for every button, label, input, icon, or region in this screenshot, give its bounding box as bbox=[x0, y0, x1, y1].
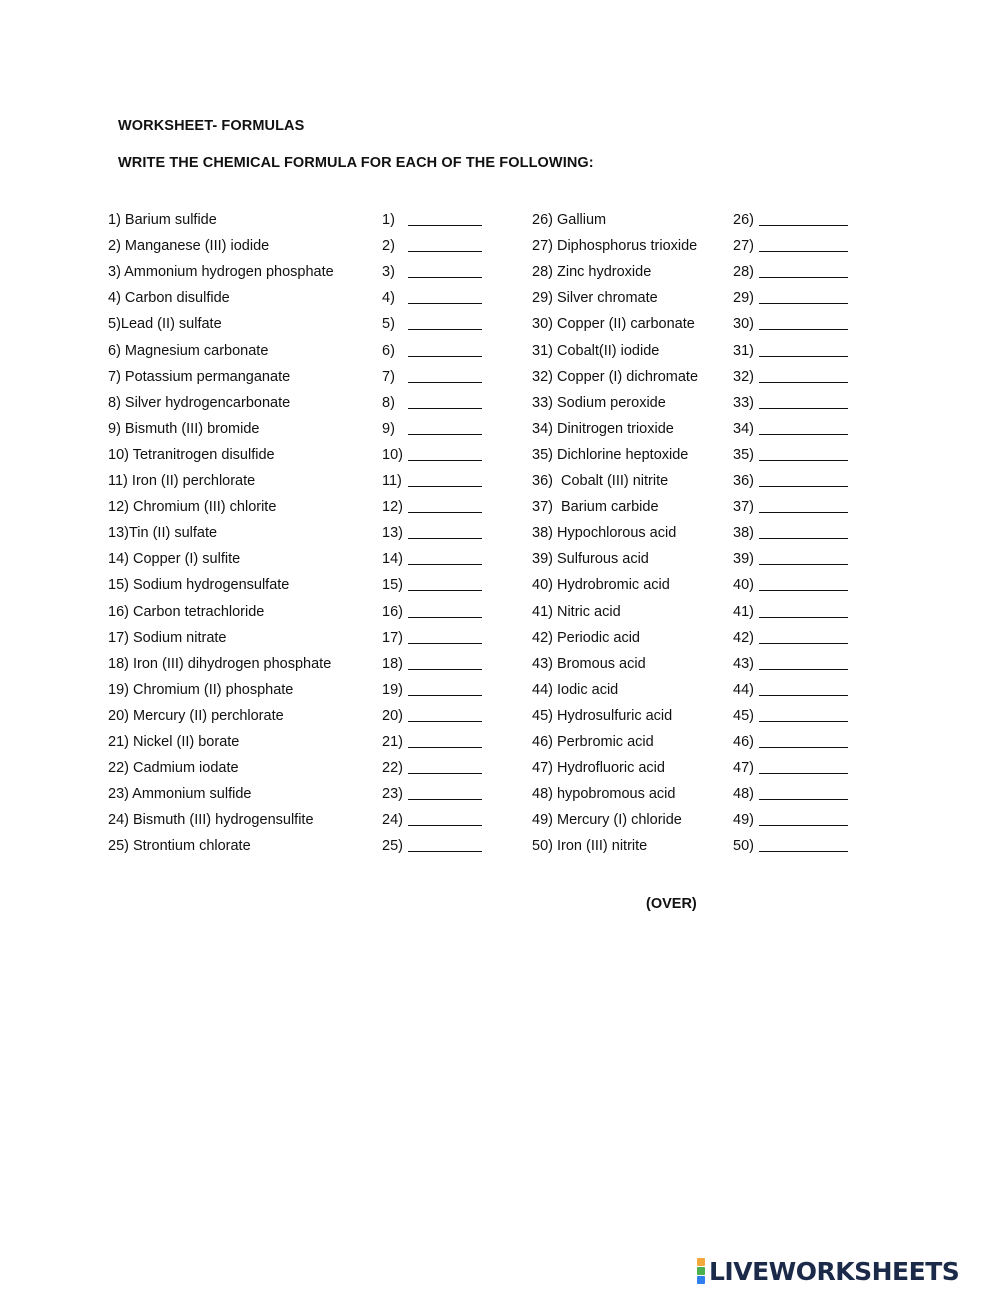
question-row bbox=[532, 392, 872, 414]
question-row bbox=[532, 679, 872, 701]
answer-blank[interactable] bbox=[408, 329, 482, 330]
answer-number: 27) bbox=[733, 238, 754, 255]
worksheet-title: WORKSHEET- FORMULAS bbox=[118, 118, 305, 134]
answer-blank[interactable] bbox=[759, 617, 848, 618]
answer-blank[interactable] bbox=[759, 434, 848, 435]
compound-name: 11) Iron (II) perchlorate bbox=[108, 473, 256, 489]
question-row bbox=[108, 627, 448, 649]
answer-blank[interactable] bbox=[408, 408, 482, 409]
question-row bbox=[532, 809, 872, 831]
answer-blank[interactable] bbox=[408, 434, 482, 435]
compound-name: 22) Cadmium iodate bbox=[108, 760, 239, 777]
answer-number: 6) bbox=[382, 342, 395, 359]
question-row bbox=[108, 835, 448, 857]
answer-blank[interactable] bbox=[759, 277, 848, 278]
question-row bbox=[108, 287, 448, 309]
question-row bbox=[108, 340, 448, 362]
liveworksheets-wordmark: LIVEWORKSHEETS bbox=[709, 1256, 960, 1286]
answer-blank[interactable] bbox=[759, 382, 848, 383]
question-row bbox=[108, 679, 448, 701]
answer-blank[interactable] bbox=[408, 721, 482, 722]
answer-blank[interactable] bbox=[759, 408, 848, 409]
compound-name: 48) hypobromous acid bbox=[532, 786, 676, 803]
answer-number: 22) bbox=[382, 760, 403, 777]
compound-name: 1) Barium sulfide bbox=[108, 212, 217, 228]
compound-name: 9) Bismuth (III) bromide bbox=[108, 420, 260, 437]
answer-number: 29) bbox=[733, 290, 754, 307]
answer-blank[interactable] bbox=[408, 695, 482, 696]
answer-number: 49) bbox=[733, 812, 754, 829]
answer-blank[interactable] bbox=[759, 825, 848, 826]
compound-name: 23) Ammonium sulfide bbox=[108, 786, 252, 803]
compound-name: 42) Periodic acid bbox=[532, 629, 640, 646]
compound-name: 36) Cobalt (III) nitrite bbox=[532, 473, 669, 489]
compound-name: 17) Sodium nitrate bbox=[108, 629, 227, 646]
answer-blank[interactable] bbox=[759, 251, 848, 252]
answer-blank[interactable] bbox=[759, 643, 848, 644]
answer-blank[interactable] bbox=[759, 538, 848, 539]
answer-number: 46) bbox=[733, 734, 754, 750]
answer-number: 32) bbox=[733, 368, 754, 385]
answer-blank[interactable] bbox=[408, 277, 482, 278]
answer-number: 3) bbox=[382, 264, 395, 281]
answer-blank[interactable] bbox=[408, 643, 482, 644]
answer-number: 26) bbox=[733, 212, 754, 228]
answer-number: 4) bbox=[382, 290, 395, 307]
answer-number: 10) bbox=[382, 446, 403, 463]
compound-name: 14) Copper (I) sulfite bbox=[108, 551, 241, 568]
compound-name: 43) Bromous acid bbox=[532, 655, 646, 672]
question-row bbox=[108, 261, 448, 283]
answer-number: 24) bbox=[382, 812, 403, 829]
compound-name: 35) Dichlorine heptoxide bbox=[532, 446, 689, 463]
answer-blank[interactable] bbox=[408, 669, 482, 670]
answer-blank[interactable] bbox=[759, 590, 848, 591]
question-row bbox=[532, 366, 872, 388]
compound-name: 49) Mercury (I) chloride bbox=[532, 812, 682, 829]
compound-name: 7) Potassium permanganate bbox=[108, 368, 291, 385]
question-row bbox=[108, 444, 448, 466]
question-row bbox=[532, 287, 872, 309]
compound-name: 45) Hydrosulfuric acid bbox=[532, 707, 673, 724]
question-row bbox=[108, 653, 448, 675]
compound-name: 34) Dinitrogen trioxide bbox=[532, 420, 674, 437]
answer-blank[interactable] bbox=[759, 225, 848, 226]
question-row bbox=[108, 392, 448, 414]
compound-name: 37) Barium carbide bbox=[532, 499, 659, 516]
answer-number: 5) bbox=[382, 316, 395, 333]
answer-number: 17) bbox=[382, 629, 403, 646]
compound-name: 44) Iodic acid bbox=[532, 681, 619, 698]
answer-blank[interactable] bbox=[408, 486, 482, 487]
compound-name: 16) Carbon tetrachloride bbox=[108, 603, 265, 620]
answer-blank[interactable] bbox=[408, 225, 482, 226]
compound-name: 46) Perbromic acid bbox=[532, 734, 654, 750]
answer-blank[interactable] bbox=[408, 617, 482, 618]
question-row bbox=[532, 731, 872, 753]
liveworksheets-mark-icon bbox=[697, 1258, 705, 1284]
answer-number: 12) bbox=[382, 499, 403, 516]
answer-blank[interactable] bbox=[759, 303, 848, 304]
compound-name: 10) Tetranitrogen disulfide bbox=[108, 446, 275, 463]
question-row bbox=[108, 705, 448, 727]
answer-blank[interactable] bbox=[759, 486, 848, 487]
answer-number: 45) bbox=[733, 707, 754, 724]
answer-blank[interactable] bbox=[759, 356, 848, 357]
compound-name: 41) Nitric acid bbox=[532, 603, 621, 620]
compound-name: 19) Chromium (II) phosphate bbox=[108, 681, 294, 698]
answer-number: 16) bbox=[382, 603, 403, 620]
question-row bbox=[532, 627, 872, 649]
answer-number: 14) bbox=[382, 551, 403, 568]
compound-name: 40) Hydrobromic acid bbox=[532, 577, 670, 594]
question-row bbox=[108, 731, 448, 753]
question-row bbox=[108, 757, 448, 779]
question-row bbox=[532, 522, 872, 544]
compound-name: 26) Gallium bbox=[532, 212, 607, 228]
answer-blank[interactable] bbox=[759, 329, 848, 330]
compound-name: 29) Silver chromate bbox=[532, 290, 658, 307]
answer-number: 7) bbox=[382, 368, 395, 385]
answer-blank[interactable] bbox=[759, 799, 848, 800]
question-row bbox=[108, 574, 448, 596]
answer-blank[interactable] bbox=[408, 851, 482, 852]
answer-number: 37) bbox=[733, 499, 754, 516]
answer-number: 39) bbox=[733, 551, 754, 568]
question-row bbox=[108, 235, 448, 257]
answer-number: 15) bbox=[382, 577, 403, 594]
answer-blank[interactable] bbox=[408, 773, 482, 774]
answer-blank[interactable] bbox=[408, 356, 482, 357]
answer-number: 13) bbox=[382, 525, 403, 542]
compound-name: 6) Magnesium carbonate bbox=[108, 342, 269, 359]
answer-number: 30) bbox=[733, 316, 754, 333]
compound-name: 8) Silver hydrogencarbonate bbox=[108, 394, 291, 411]
answer-blank[interactable] bbox=[759, 669, 848, 670]
compound-name: 50) Iron (III) nitrite bbox=[532, 838, 648, 855]
answer-blank[interactable] bbox=[759, 721, 848, 722]
answer-blank[interactable] bbox=[759, 695, 848, 696]
compound-name: 2) Manganese (III) iodide bbox=[108, 238, 270, 255]
answer-blank[interactable] bbox=[759, 564, 848, 565]
answer-blank[interactable] bbox=[408, 512, 482, 513]
question-row bbox=[532, 209, 872, 231]
answer-number: 48) bbox=[733, 786, 754, 803]
question-row bbox=[108, 522, 448, 544]
question-row bbox=[532, 496, 872, 518]
compound-name: 28) Zinc hydroxide bbox=[532, 264, 652, 281]
question-row bbox=[532, 574, 872, 596]
answer-blank[interactable] bbox=[408, 799, 482, 800]
answer-blank[interactable] bbox=[408, 590, 482, 591]
compound-name: 47) Hydrofluoric acid bbox=[532, 760, 665, 777]
question-row bbox=[532, 261, 872, 283]
answer-blank[interactable] bbox=[759, 773, 848, 774]
compound-name: 38) Hypochlorous acid bbox=[532, 525, 677, 542]
answer-blank[interactable] bbox=[759, 460, 848, 461]
question-row bbox=[532, 548, 872, 570]
question-row bbox=[532, 235, 872, 257]
answer-number: 42) bbox=[733, 629, 754, 646]
question-row bbox=[108, 418, 448, 440]
compound-name: 33) Sodium peroxide bbox=[532, 394, 666, 411]
answer-number: 20) bbox=[382, 707, 403, 724]
question-row bbox=[108, 783, 448, 805]
answer-number: 40) bbox=[733, 577, 754, 594]
compound-name: 27) Diphosphorus trioxide bbox=[532, 238, 698, 255]
question-row bbox=[532, 783, 872, 805]
compound-name: 21) Nickel (II) borate bbox=[108, 734, 240, 750]
answer-number: 28) bbox=[733, 264, 754, 281]
question-row bbox=[108, 496, 448, 518]
answer-number: 36) bbox=[733, 473, 754, 489]
answer-number: 11) bbox=[382, 473, 402, 489]
question-row bbox=[108, 548, 448, 570]
compound-name: 32) Copper (I) dichromate bbox=[532, 368, 699, 385]
answer-number: 8) bbox=[382, 394, 395, 411]
compound-name: 12) Chromium (III) chlorite bbox=[108, 499, 277, 516]
answer-number: 47) bbox=[733, 760, 754, 777]
compound-name: 24) Bismuth (III) hydrogensulfite bbox=[108, 812, 314, 829]
question-row bbox=[532, 835, 872, 857]
answer-number: 23) bbox=[382, 786, 403, 803]
question-row bbox=[108, 809, 448, 831]
answer-blank[interactable] bbox=[408, 538, 482, 539]
answer-number: 19) bbox=[382, 681, 403, 698]
compound-name: 20) Mercury (II) perchlorate bbox=[108, 707, 284, 724]
question-row bbox=[532, 444, 872, 466]
compound-name: 5)Lead (II) sulfate bbox=[108, 316, 222, 333]
answer-number: 35) bbox=[733, 446, 754, 463]
compound-name: 31) Cobalt(II) iodide bbox=[532, 342, 660, 359]
answer-number: 21) bbox=[382, 734, 403, 750]
question-row bbox=[108, 209, 448, 231]
question-row bbox=[108, 470, 448, 492]
question-row bbox=[108, 601, 448, 623]
liveworksheets-logo bbox=[697, 1256, 959, 1286]
answer-blank[interactable] bbox=[408, 564, 482, 565]
answer-number: 41) bbox=[733, 603, 754, 620]
answer-number: 9) bbox=[382, 420, 395, 437]
question-row bbox=[532, 705, 872, 727]
answer-blank[interactable] bbox=[408, 251, 482, 252]
answer-number: 33) bbox=[733, 394, 754, 411]
answer-blank[interactable] bbox=[759, 747, 848, 748]
answer-blank[interactable] bbox=[408, 747, 482, 748]
answer-number: 25) bbox=[382, 838, 403, 855]
compound-name: 30) Copper (II) carbonate bbox=[532, 316, 695, 333]
compound-name: 25) Strontium chlorate bbox=[108, 838, 251, 855]
compound-name: 3) Ammonium hydrogen phosphate bbox=[108, 264, 334, 281]
answer-blank[interactable] bbox=[759, 851, 848, 852]
answer-number: 2) bbox=[382, 238, 395, 255]
question-row bbox=[532, 757, 872, 779]
answer-blank[interactable] bbox=[408, 460, 482, 461]
answer-number: 18) bbox=[382, 655, 403, 672]
answer-number: 1) bbox=[382, 212, 395, 228]
question-row bbox=[532, 601, 872, 623]
question-row bbox=[108, 366, 448, 388]
question-row bbox=[532, 418, 872, 440]
answer-blank[interactable] bbox=[408, 825, 482, 826]
answer-number: 31) bbox=[733, 342, 754, 359]
compound-name: 39) Sulfurous acid bbox=[532, 551, 649, 568]
question-row bbox=[532, 470, 872, 492]
question-row bbox=[532, 313, 872, 335]
answer-number: 34) bbox=[733, 420, 754, 437]
answer-number: 38) bbox=[733, 525, 754, 542]
question-row bbox=[532, 340, 872, 362]
answer-number: 43) bbox=[733, 655, 754, 672]
answer-number: 50) bbox=[733, 838, 754, 855]
question-row bbox=[108, 313, 448, 335]
compound-name: 15) Sodium hydrogensulfate bbox=[108, 577, 290, 594]
answer-blank[interactable] bbox=[759, 512, 848, 513]
over-label: (OVER) bbox=[646, 896, 697, 912]
compound-name: 18) Iron (III) dihydrogen phosphate bbox=[108, 655, 332, 672]
answer-number: 44) bbox=[733, 681, 754, 698]
answer-blank[interactable] bbox=[408, 303, 482, 304]
instruction-heading: WRITE THE CHEMICAL FORMULA FOR EACH OF THE FOLLOWING: bbox=[118, 155, 594, 171]
answer-blank[interactable] bbox=[408, 382, 482, 383]
compound-name: 4) Carbon disulfide bbox=[108, 290, 230, 307]
compound-name: 13)Tin (II) sulfate bbox=[108, 525, 218, 542]
question-row bbox=[532, 653, 872, 675]
